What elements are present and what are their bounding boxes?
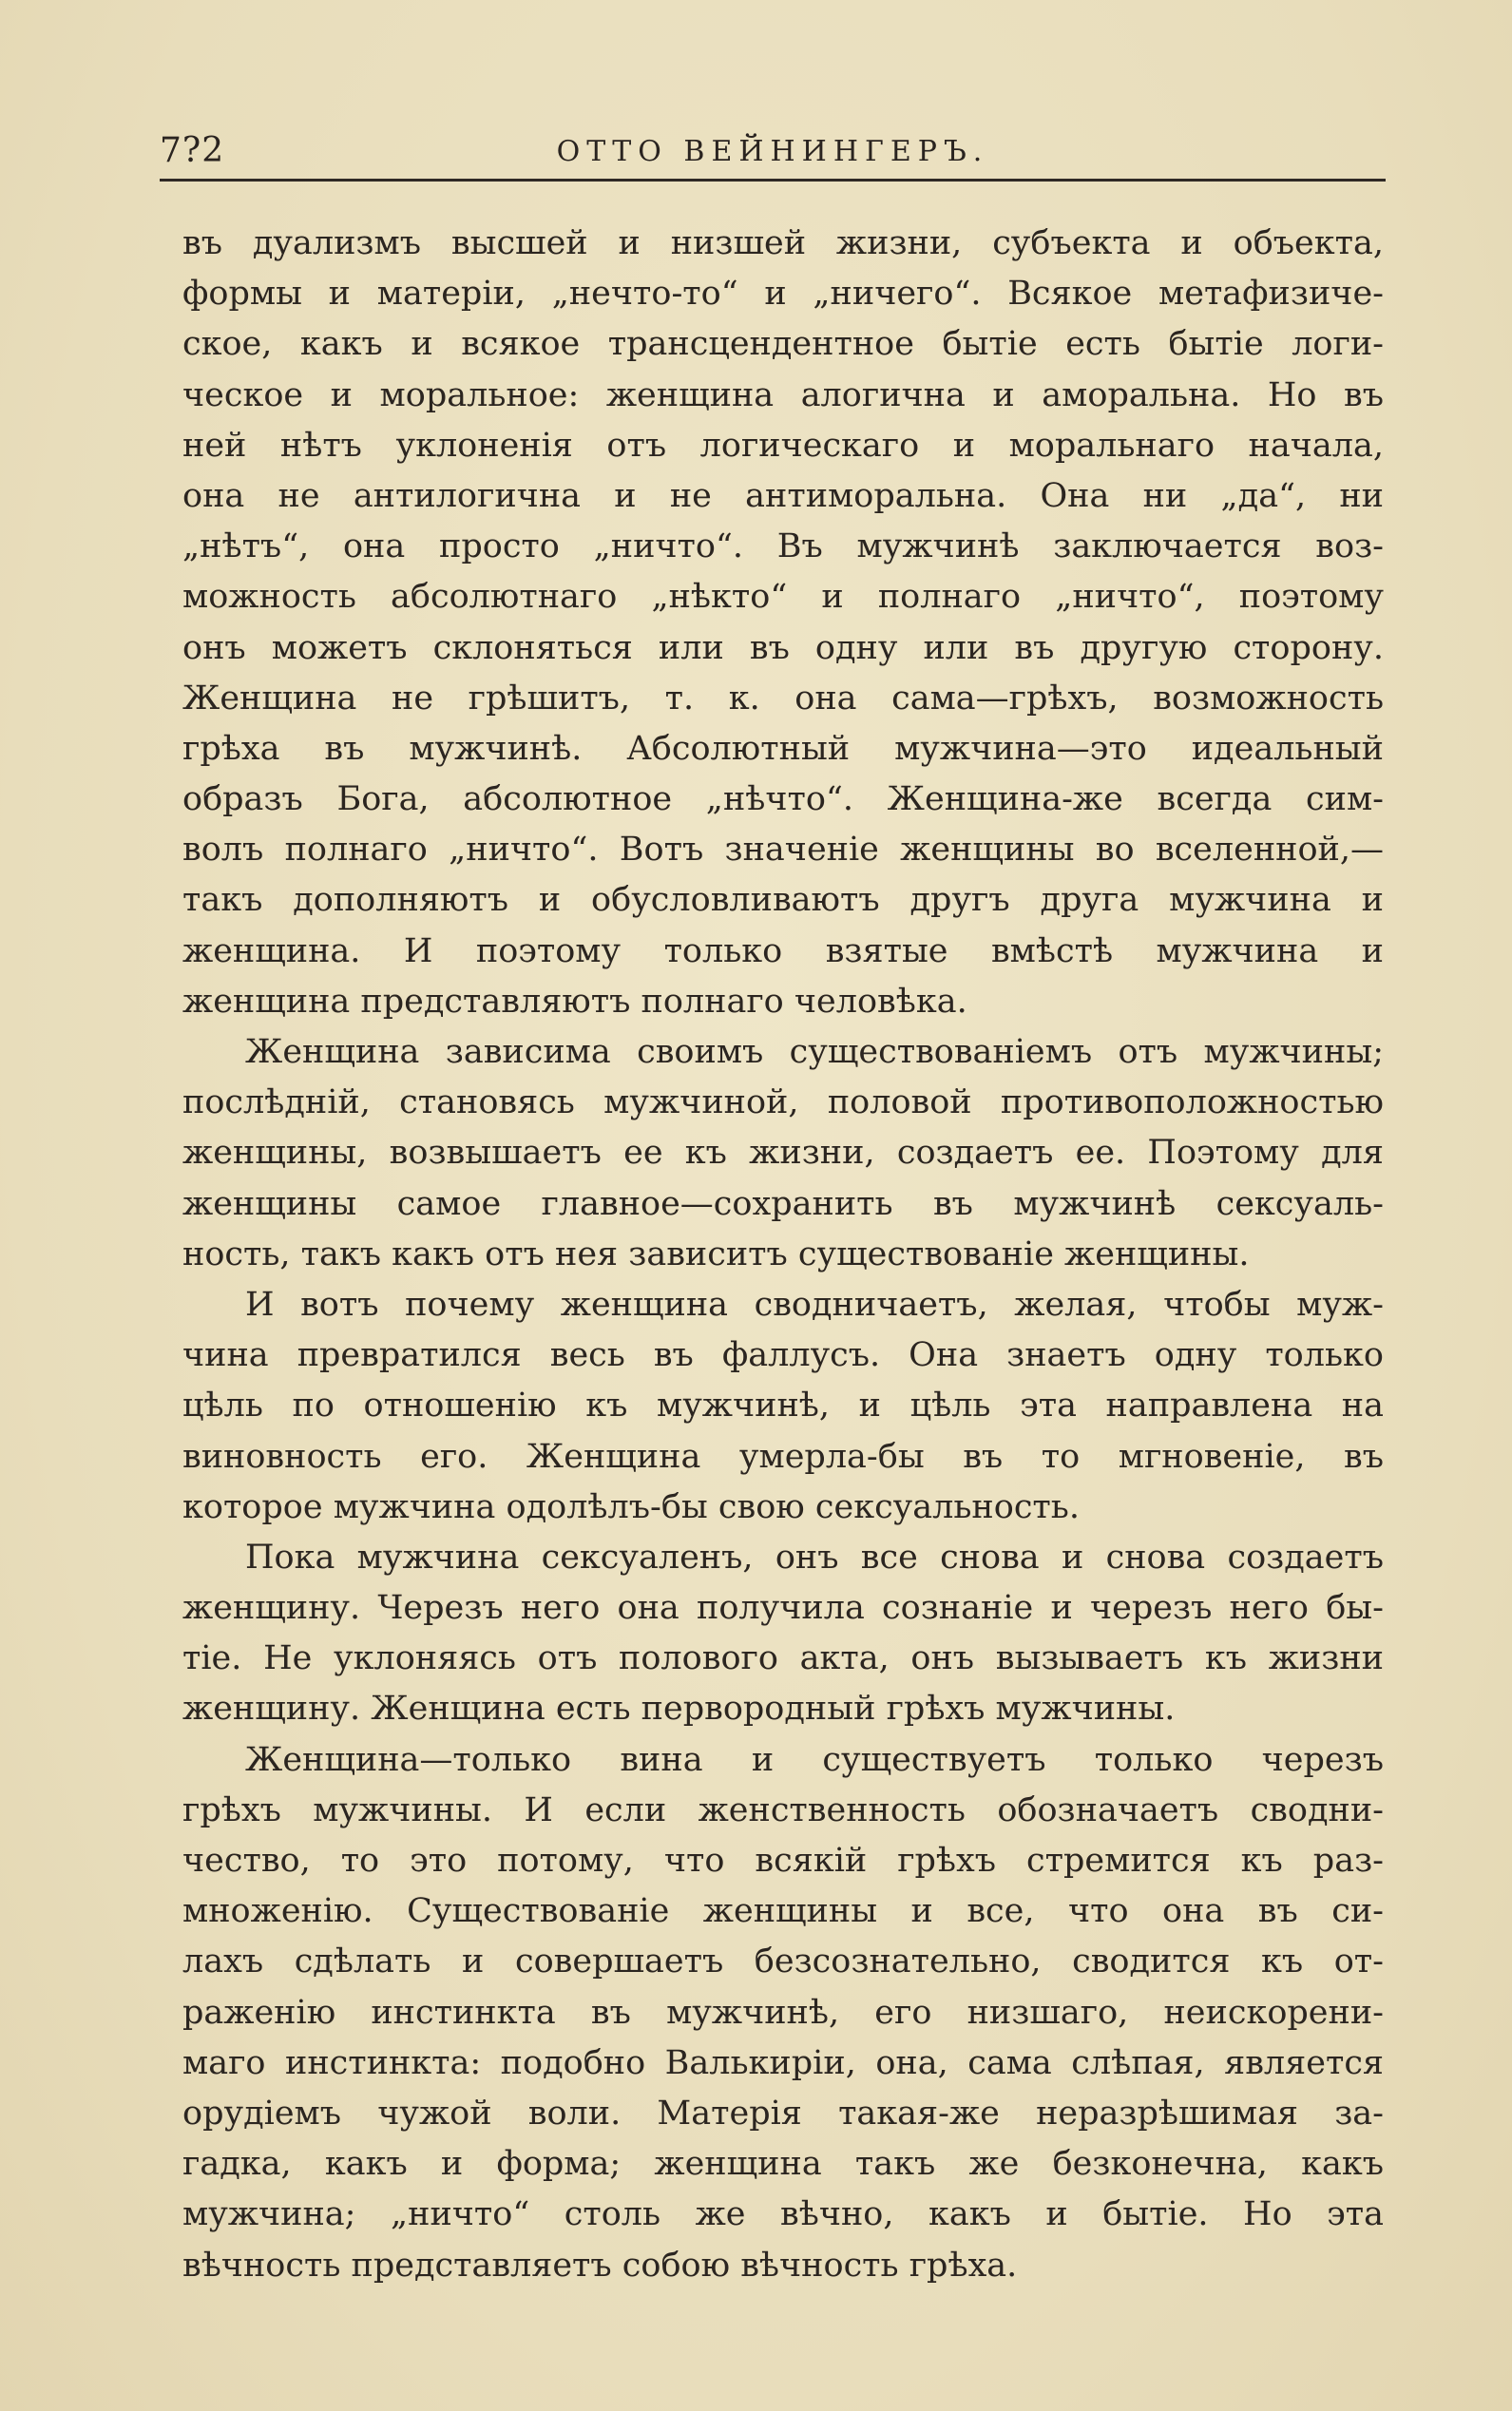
header-rule: [160, 179, 1386, 182]
text-line: волъ полнаго „ничто“. Вотъ значеніе женщины во вселенной,—: [182, 831, 1384, 870]
text-line: ческое и моральное: женщина алогична и аморальна. Но въ: [182, 375, 1384, 414]
text-line: „нѣтъ“, она просто „ничто“. Въ мужчинѣ заключается воз-: [182, 527, 1384, 566]
text-line: тіе. Не уклоняясь отъ полового акта, онъ вызываетъ къ жизни: [182, 1639, 1384, 1678]
text-line: можность абсолютнаго „нѣкто“ и полнаго „ничто“, поэтому: [182, 578, 1384, 617]
text-line: маго инстинкта: подобно Валькиріи, она, сама слѣпая, является: [182, 2043, 1384, 2082]
text-line: женщину. Черезъ него она получила сознаніе и черезъ него бы-: [182, 1589, 1384, 1628]
text-line: женщины самое главное—сохранить въ мужчинѣ сексуаль-: [182, 1184, 1384, 1223]
text-line: орудіемъ чужой воли. Матерія такая-же неразрѣшимая за-: [182, 2094, 1384, 2133]
text-line: такъ дополняютъ и обусловливаютъ другъ друга мужчина и: [182, 881, 1384, 920]
text-line: чина превратился весь въ фаллусъ. Она знаетъ одну только: [182, 1336, 1384, 1375]
text-line: гадка, какъ и форма; женщина такъ же безконечна, какъ: [182, 2145, 1384, 2184]
text-line: ней нѣтъ уклоненія отъ логическаго и моральнаго начала,: [182, 426, 1384, 465]
body-text: [182, 219, 1384, 2291]
text-line: женщина представляютъ полнаго человѣка.: [182, 982, 967, 1021]
text-line: И вотъ почему женщина сводничаетъ, желая, чтобы муж-: [245, 1285, 1384, 1324]
text-line: онъ можетъ склоняться или въ одну или въ другую сторону.: [182, 628, 1384, 667]
text-line: Женщина—только вина и существуетъ только черезъ: [245, 1740, 1384, 1779]
text-line: которое мужчина одолѣлъ-бы свою сексуальность.: [182, 1487, 1080, 1526]
text-line: мужчина; „ничто“ столь же вѣчно, какъ и бытіе. Но эта: [182, 2195, 1384, 2234]
text-line: въ дуализмъ высшей и низшей жизни, субъекта и объекта,: [182, 224, 1384, 262]
text-line: ность, такъ какъ отъ нея зависитъ существованіе женщины.: [182, 1234, 1250, 1273]
text-line: формы и матеріи, „нечто-то“ и „ничего“. Всякое метафизиче-: [182, 275, 1384, 314]
text-line: грѣхъ мужчины. И если женственность обозначаетъ сводни-: [182, 1790, 1384, 1829]
text-line: вѣчность представляетъ собою вѣчность грѣха.: [182, 2246, 1018, 2285]
text-line: она не антилогична и не антиморальна. Она ни „да“, ни: [182, 476, 1384, 515]
text-line: цѣль по отношенію къ мужчинѣ, и цѣль эта направлена на: [182, 1387, 1384, 1426]
running-head: ОТТО ВЕЙНИНГЕРЪ.: [556, 135, 989, 168]
text-line: грѣха въ мужчинѣ. Абсолютный мужчина—это идеальный: [182, 729, 1384, 768]
text-line: Пока мужчина сексуаленъ, онъ все снова и снова создаетъ: [245, 1538, 1384, 1577]
text-line: женщины, возвышаетъ ее къ жизни, создаетъ ее. Поэтому для: [182, 1134, 1384, 1173]
text-line: Женщина зависима своимъ существованіемъ отъ мужчины;: [245, 1033, 1384, 1071]
text-line: послѣдній, становясь мужчиной, половой противоположностью: [182, 1083, 1384, 1122]
text-line: множенію. Существованіе женщины и все, что она въ си-: [182, 1892, 1384, 1931]
text-line: лахъ сдѣлать и совершаетъ безсознательно, сводится къ от-: [182, 1942, 1384, 1981]
text-line: образъ Бога, абсолютное „нѣчто“. Женщина-же всегда сим-: [182, 780, 1384, 819]
page-number: 7?2: [160, 131, 225, 170]
text-line: Женщина не грѣшитъ, т. к. она сама—грѣхъ, возможность: [182, 679, 1384, 718]
text-line: ское, какъ и всякое трансцендентное бытіе есть бытіе логи-: [182, 325, 1384, 364]
text-line: чество, то это потому, что всякій грѣхъ стремится къ раз-: [182, 1842, 1384, 1880]
page-header: [160, 124, 1386, 181]
text-line: женщина. И поэтому только взятые вмѣстѣ мужчина и: [182, 931, 1384, 970]
text-line: раженію инстинкта въ мужчинѣ, его низшаго, неискорени-: [182, 1993, 1384, 2032]
text-line: женщину. Женщина есть первородный грѣхъ мужчины.: [182, 1690, 1176, 1729]
text-line: виновность его. Женщина умерла-бы въ то мгновеніе, въ: [182, 1437, 1384, 1476]
